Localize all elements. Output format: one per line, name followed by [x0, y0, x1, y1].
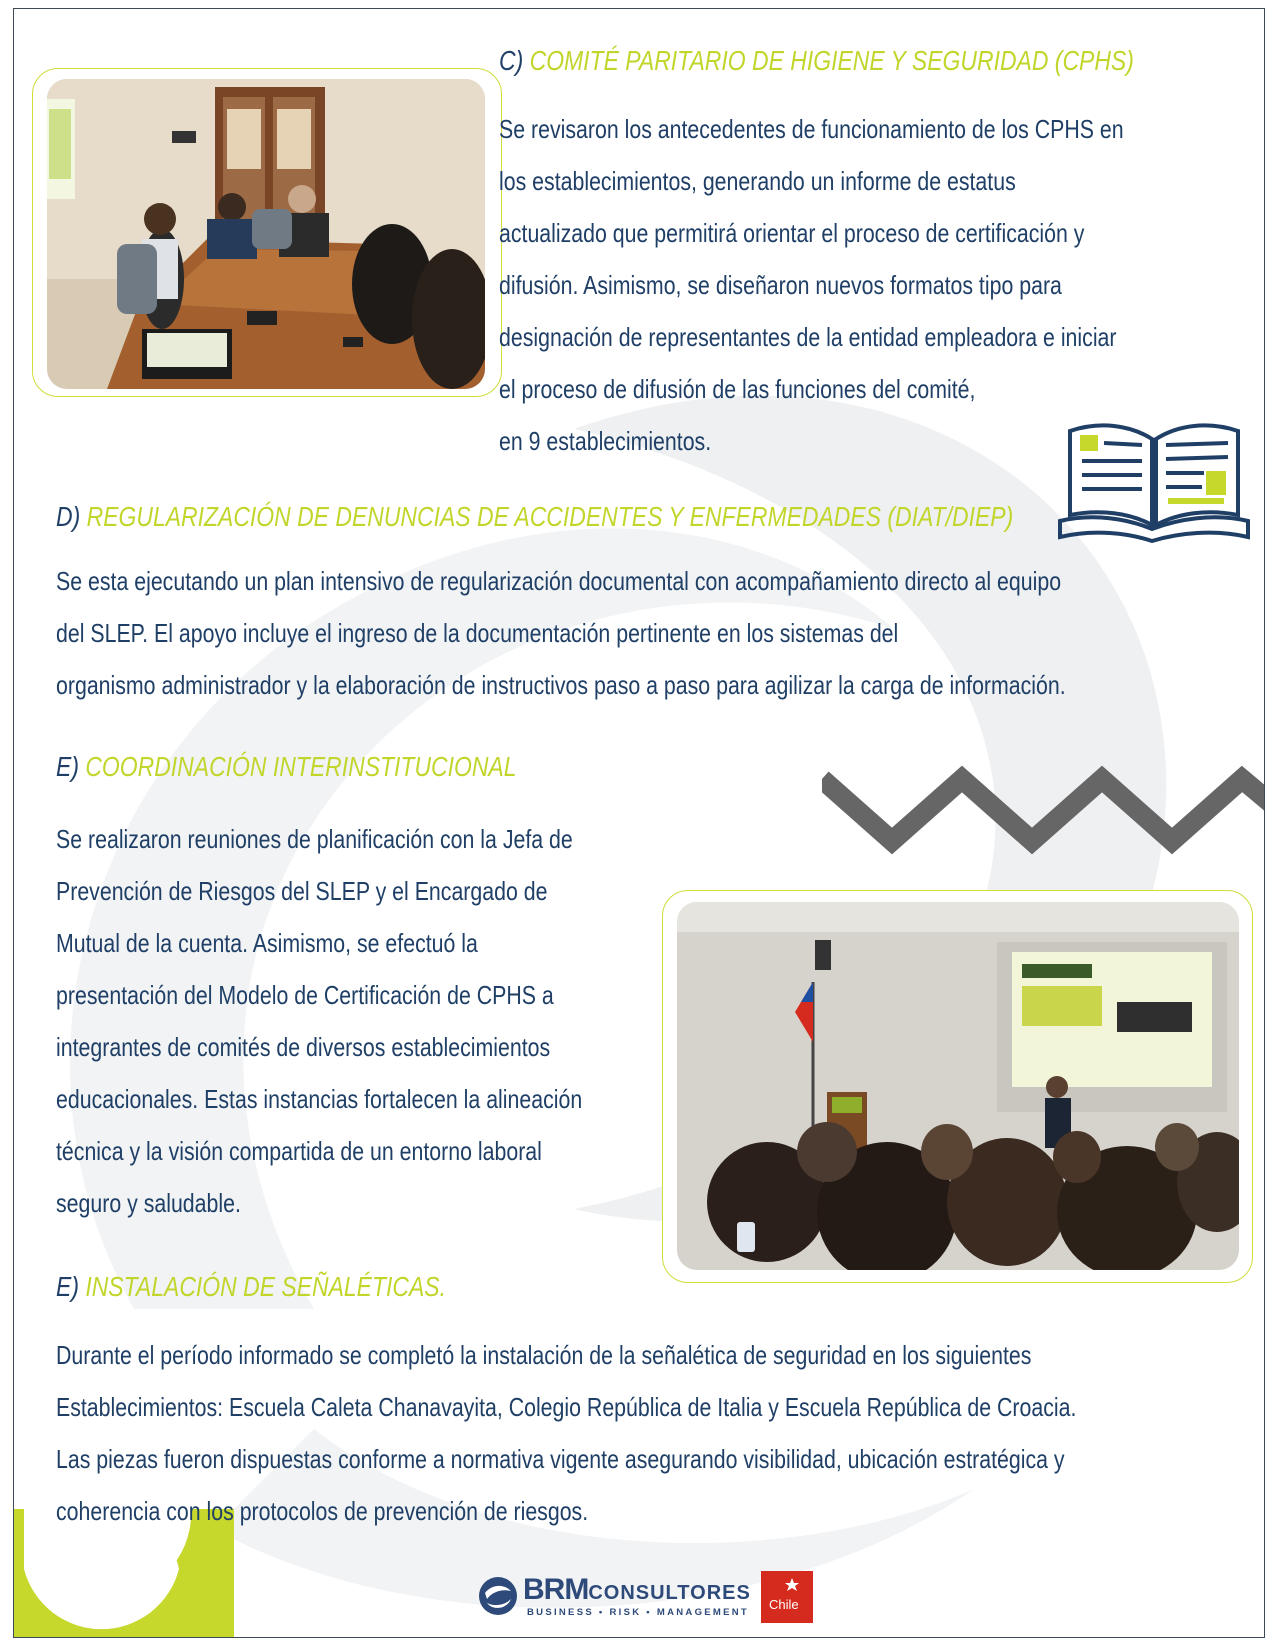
section-d-text: [56, 555, 1265, 711]
text-line: Durante el período informado se completó la instalación de la señalética de seguridad en los siguientes: [56, 1340, 1032, 1370]
text-line: actualizado que permitirá orientar el proceso de certificación y: [499, 218, 1085, 248]
section-e1-text: [56, 813, 698, 1229]
section-e2-title: INSTALACIÓN DE SEÑALÉTICAS.: [85, 1271, 446, 1302]
section-c-heading: [499, 45, 1265, 77]
text-line: los establecimientos, generando un informe de estatus: [499, 166, 1016, 196]
section-e1-letter: E): [56, 751, 79, 782]
chile-star-icon: [781, 1577, 803, 1593]
meeting-photo: [47, 79, 485, 389]
text-line: Se revisaron los antecedentes de funcionamiento de los CPHS en: [499, 114, 1124, 144]
text-line: organismo administrador y la elaboración de instructivos paso a paso para agilizar la carga de información.: [56, 670, 1066, 700]
text-line: Mutual de la cuenta. Asimismo, se efectuó la: [56, 928, 478, 958]
text-line: Se esta ejecutando un plan intensivo de regularización documental con acompañamiento directo al equipo: [56, 566, 1062, 596]
text-line: Las piezas fueron dispuestas conforme a normativa vigente asegurando visibilidad, ubicación estratégica y: [56, 1444, 1065, 1474]
text-line: coherencia con los protocolos de prevención de riesgos.: [56, 1496, 589, 1526]
text-line: presentación del Modelo de Certificación de CPHS a: [56, 980, 554, 1010]
section-c-text: [499, 103, 1261, 467]
section-e1-heading: [56, 751, 618, 783]
zigzag-decoration: [822, 761, 1265, 861]
globe-logo-icon: [477, 1575, 519, 1617]
section-e1-title: COORDINACIÓN INTERINSTITUCIONAL: [85, 751, 517, 782]
text-line: Prevención de Riesgos del SLEP y el Encargado de: [56, 876, 548, 906]
brand-tagline: BUSINESS • RISK • MANAGEMENT: [527, 1607, 750, 1618]
text-line: seguro y saludable.: [56, 1188, 241, 1218]
chile-badge: [761, 1571, 813, 1623]
text-line: difusión. Asimismo, se diseñaron nuevos formatos tipo para: [499, 270, 1062, 300]
text-line: técnica y la visión compartida de un entorno laboral: [56, 1136, 542, 1166]
text-line: Se realizaron reuniones de planificación con la Jefa de: [56, 824, 573, 854]
text-line: el proceso de difusión de las funciones del comité,: [499, 374, 976, 404]
section-c-letter: C): [499, 45, 524, 76]
presentation-photo: [677, 902, 1239, 1270]
brand-suffix: CONSULTORES: [588, 1582, 751, 1604]
text-line: educacionales. Estas instancias fortalecen la alineación: [56, 1084, 583, 1114]
text-line: del SLEP. El apoyo incluye el ingreso de la documentación pertinente en los sistemas del: [56, 618, 899, 648]
section-e2-letter: E): [56, 1271, 79, 1302]
section-d-title: REGULARIZACIÓN DE DENUNCIAS DE ACCIDENTES Y ENFERMEDADES (DIAT/DIEP): [86, 501, 1014, 532]
chile-label: Chile: [769, 1597, 799, 1612]
text-line: en 9 establecimientos.: [499, 426, 712, 456]
text-line: designación de representantes de la entidad empleadora e iniciar: [499, 322, 1117, 352]
brand-name: BRM: [523, 1573, 589, 1606]
text-line: Establecimientos: Escuela Caleta Chanavayita, Colegio República de Italia y Escuela República de Croacia.: [56, 1392, 1077, 1422]
page-frame: [13, 8, 1265, 1638]
section-d-letter: D): [56, 501, 81, 532]
section-c-title: COMITÉ PARITARIO DE HIGIENE Y SEGURIDAD (CPHS): [529, 45, 1134, 76]
section-e2-heading: [56, 1271, 532, 1303]
section-e2-text: [56, 1329, 1265, 1537]
brm-consultores-logo: [477, 1571, 822, 1631]
section-d-heading: [56, 501, 1223, 533]
text-line: integrantes de comités de diversos establecimientos: [56, 1032, 551, 1062]
